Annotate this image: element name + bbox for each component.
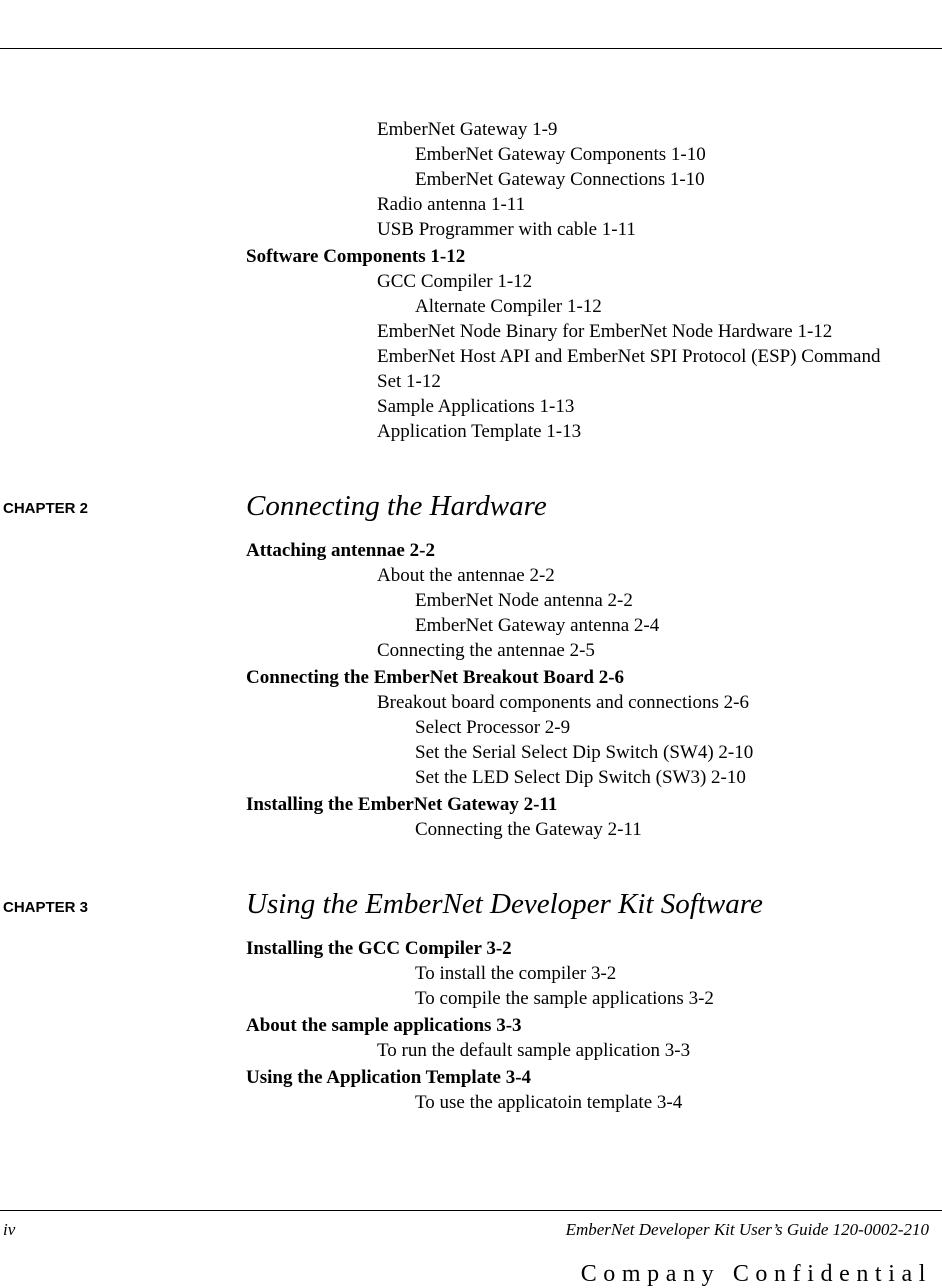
toc-entry[interactable]: GCC Compiler 1-12	[377, 271, 533, 292]
toc-entry[interactable]: EmberNet Node antenna 2-2	[415, 590, 633, 611]
footer-rule	[0, 1210, 942, 1211]
toc-entry[interactable]: EmberNet Host API and EmberNet SPI Protocol (ESP) Command	[377, 346, 881, 367]
toc-entry[interactable]: To run the default sample application 3-3	[377, 1040, 691, 1061]
chapter-title[interactable]: Using the EmberNet Developer Kit Software	[246, 888, 763, 920]
toc-entry[interactable]: To compile the sample applications 3-2	[415, 988, 714, 1009]
toc-entry[interactable]: To install the compiler 3-2	[415, 963, 617, 984]
toc-entry[interactable]: EmberNet Gateway Components 1-10	[415, 144, 706, 165]
toc-entry[interactable]: EmberNet Gateway Connections 1-10	[415, 169, 705, 190]
toc-section[interactable]: Installing the EmberNet Gateway 2-11	[246, 794, 558, 815]
toc-entry[interactable]: To use the applicatoin template 3-4	[415, 1092, 683, 1113]
toc-section[interactable]: Installing the GCC Compiler 3-2	[246, 938, 512, 959]
toc-section[interactable]: Attaching antennae 2-2	[246, 540, 435, 561]
toc-entry[interactable]: Sample Applications 1-13	[377, 396, 575, 417]
toc-entry[interactable]: Connecting the Gateway 2-11	[415, 819, 642, 840]
chapter-label: CHAPTER 2	[3, 500, 89, 517]
toc-entry[interactable]: EmberNet Gateway antenna 2-4	[415, 615, 660, 636]
toc-entry[interactable]: Set the Serial Select Dip Switch (SW4) 2-10	[415, 742, 754, 763]
toc-section[interactable]: Using the Application Template 3-4	[246, 1067, 532, 1088]
document-title: EmberNet Developer Kit User’s Guide 120-0002-210	[565, 1220, 929, 1239]
toc-entry[interactable]: Breakout board components and connections 2-6	[377, 692, 749, 713]
toc-entry[interactable]: Alternate Compiler 1-12	[415, 296, 602, 317]
chapter-title[interactable]: Connecting the Hardware	[246, 490, 547, 522]
page-number: iv	[3, 1220, 16, 1239]
toc-entry[interactable]: Set the LED Select Dip Switch (SW3) 2-10	[415, 767, 746, 788]
toc-section[interactable]: About the sample applications 3-3	[246, 1015, 522, 1036]
header-rule	[0, 48, 942, 49]
toc-entry[interactable]: Radio antenna 1-11	[377, 194, 526, 215]
toc-section[interactable]: Connecting the EmberNet Breakout Board 2-6	[246, 667, 625, 688]
confidential-notice: Company Confidential	[580, 1261, 932, 1287]
toc-entry[interactable]: Connecting the antennae 2-5	[377, 640, 595, 661]
toc-entry[interactable]: EmberNet Gateway 1-9	[377, 119, 558, 140]
toc-entry[interactable]: EmberNet Node Binary for EmberNet Node Hardware 1-12	[377, 321, 833, 342]
toc-section[interactable]: Software Components 1-12	[246, 246, 466, 267]
chapter-label: CHAPTER 3	[3, 899, 89, 916]
toc-entry[interactable]: Set 1-12	[377, 371, 441, 392]
toc-entry[interactable]: Application Template 1-13	[377, 421, 582, 442]
toc-entry[interactable]: USB Programmer with cable 1-11	[377, 219, 636, 240]
toc-entry[interactable]: About the antennae 2-2	[377, 565, 555, 586]
toc-entry[interactable]: Select Processor 2-9	[415, 717, 571, 738]
